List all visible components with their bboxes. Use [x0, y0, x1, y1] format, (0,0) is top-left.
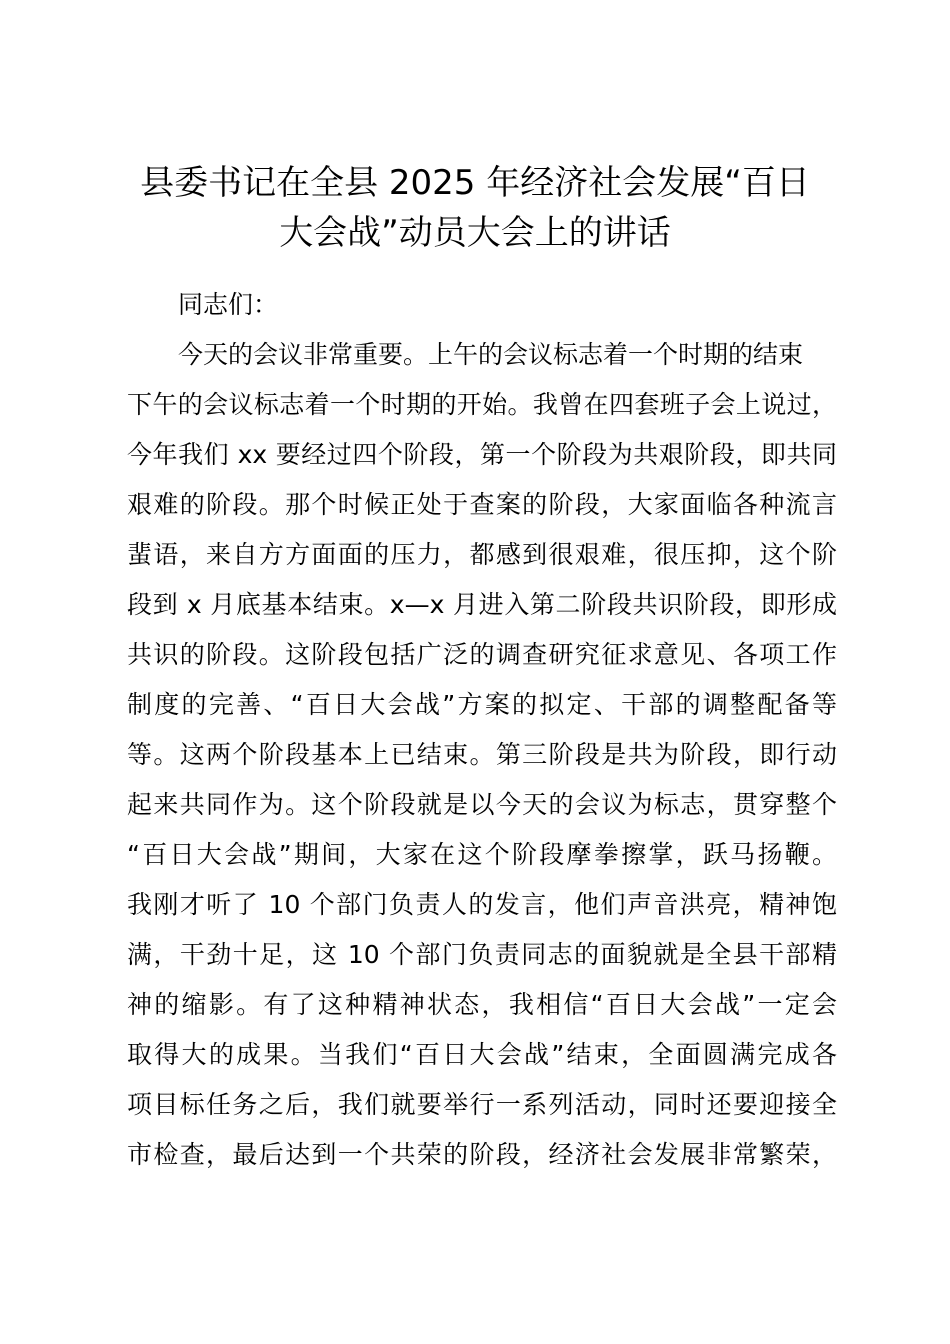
body-line: 今天的会议非常重要。上午的会议标志着一个时期的结束: [178, 340, 804, 369]
body-line: 我刚才听了 10 个部门负责人的发言，他们声音洪亮，精神饱: [127, 890, 837, 919]
title-line-1: 县委书记在全县 2025 年经济社会发展“百日: [140, 163, 810, 203]
body-line: 等。这两个阶段基本上已结束。第三阶段是共为阶段，即行动: [127, 740, 837, 769]
body-line: 神的缩影。有了这种精神状态，我相信“百日大会战”一定会: [127, 990, 837, 1019]
body-line: 起来共同作为。这个阶段就是以今天的会议为标志，贯穿整个: [127, 790, 837, 819]
body-line: 取得大的成果。当我们“百日大会战”结束，全面圆满完成各: [127, 1040, 837, 1069]
body-line: 下午的会议标志着一个时期的开始。我曾在四套班子会上说过，: [127, 390, 837, 419]
body-line: “百日大会战”期间，大家在这个阶段摩拳擦掌，跃马扬鞭。: [127, 840, 837, 869]
body-line: 共识的阶段。这阶段包括广泛的调查研究征求意见、各项工作: [127, 640, 837, 669]
body-line: 市检查，最后达到一个共荣的阶段，经济社会发展非常繁荣，: [127, 1140, 837, 1169]
body-line: 段到 x 月底基本结束。x—x 月进入第二阶段共识阶段，即形成: [127, 590, 837, 619]
salutation: 同志们：: [178, 290, 279, 319]
body-line: 满，干劲十足，这 10 个部门负责同志的面貌就是全县干部精: [127, 940, 837, 969]
body-line: 今年我们 xx 要经过四个阶段，第一个阶段为共艰阶段，即共同: [127, 440, 837, 469]
body-line: 蜚语，来自方方面面的压力，都感到很艰难，很压抑，这个阶: [127, 540, 837, 569]
document-title: [120, 158, 830, 258]
title-line-2: 大会战”动员大会上的讲话: [279, 213, 671, 253]
body-line: 制度的完善、“百日大会战”方案的拟定、干部的调整配备等: [127, 690, 837, 719]
body-line: 艰难的阶段。那个时候正处于查案的阶段，大家面临各种流言: [127, 490, 837, 519]
body-line: 项目标任务之后，我们就要举行一系列活动，同时还要迎接全: [127, 1090, 837, 1119]
